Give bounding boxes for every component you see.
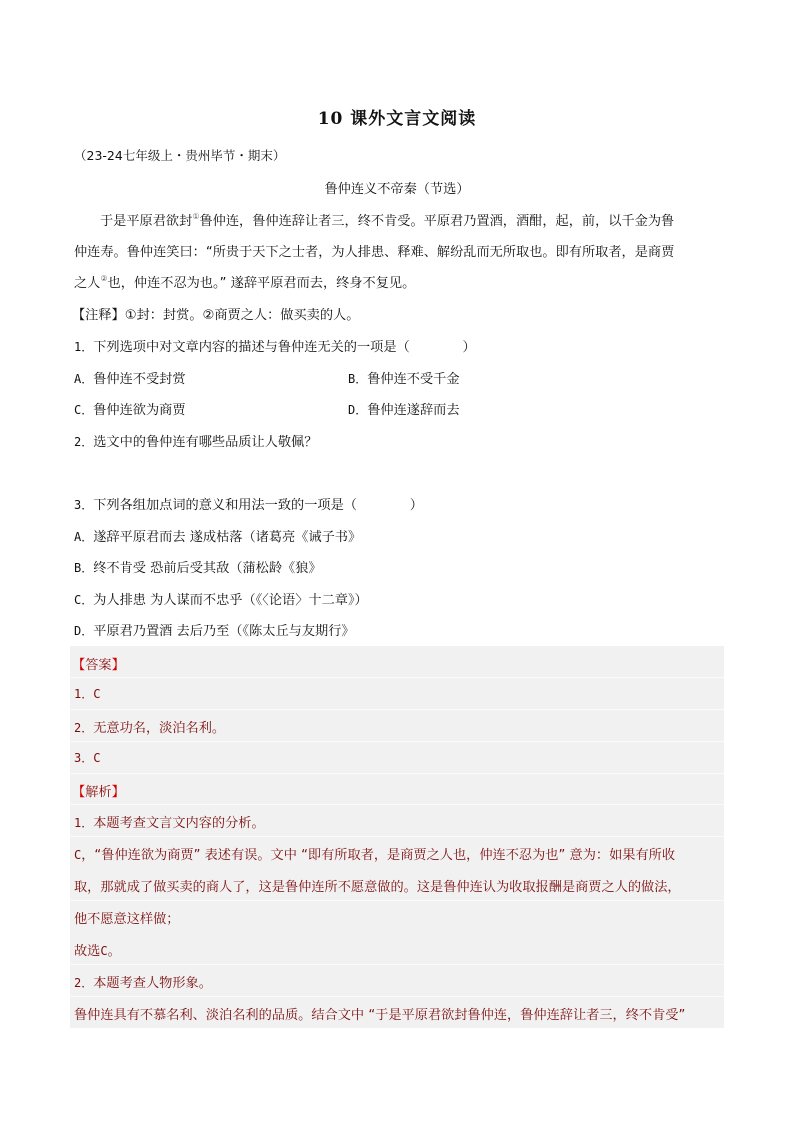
question-1-option-b	[348, 368, 460, 387]
analysis-text	[74, 844, 675, 863]
analysis-heading	[72, 781, 125, 800]
question-1	[74, 336, 476, 355]
analysis-value: 。	[107, 944, 121, 959]
question-number: 3．	[74, 498, 94, 512]
footnote-marker-1: ①	[192, 212, 200, 221]
question-3-option-c	[74, 589, 368, 608]
answer-value: C	[93, 751, 101, 765]
option-label: A．	[74, 372, 94, 386]
analysis-row-6	[70, 996, 724, 1028]
heading-label: 解析	[85, 785, 112, 800]
annotation-note: 【注释】①封：封赏。②商贾之人：做买卖的人。	[72, 308, 360, 323]
question-1-option-d	[348, 399, 460, 418]
answer-number: 2．	[74, 721, 94, 735]
analysis-value: 鲁仲连具有不慕名利、淡泊名利的品质。结合文中 “于是平原君欲封鲁仲连，鲁仲连辞让者三，终不肯受”	[74, 1008, 686, 1023]
option-text: 鲁仲连不受千金	[367, 372, 460, 387]
passage-line-3	[74, 272, 415, 291]
question-stem: 下列选项中对文章内容的描述与鲁仲连无关的一项是（ ）	[93, 340, 476, 355]
answer-row-1	[70, 677, 724, 710]
bracket-close: 】	[111, 785, 125, 800]
analysis-number: C	[74, 848, 82, 862]
answer-row-2	[70, 709, 724, 742]
option-text: 鲁仲连遂辞而去	[367, 403, 460, 418]
analysis-row-3	[70, 900, 724, 932]
option-label: D．	[74, 624, 94, 638]
answer-heading	[72, 654, 125, 673]
answer-row-3	[70, 741, 724, 774]
analysis-value: 本题考查文言文内容的分析。	[93, 816, 265, 831]
answer-number: 3．	[74, 751, 94, 765]
source-label: （23-24七年级上・贵州毕节・期末）	[74, 148, 286, 163]
option-label: A．	[74, 530, 94, 544]
answer-value: C	[93, 687, 101, 701]
passage-text: 也，仲连不忍为也。” 遂辞平原君而去，终身不复见。	[107, 276, 416, 291]
option-label: C．	[74, 593, 94, 607]
analysis-text	[74, 940, 121, 959]
question-stem: 下列各组加点词的意义和用法一致的一项是（ ）	[93, 498, 423, 513]
bracket-open: 【	[72, 785, 86, 800]
analysis-number: 2．	[74, 976, 94, 990]
answer-analysis-panel	[70, 646, 724, 1028]
option-text: 平原君乃置酒 去后乃至（《陈太丘与友期行》	[93, 624, 355, 639]
answer-value: 无意功名，淡泊名利。	[93, 721, 226, 736]
heading-label: 答案	[85, 658, 112, 673]
passage-text: 于是平原君欲封	[100, 214, 193, 229]
question-number: 2．	[74, 435, 94, 449]
passage-line-2: 仲连寿。鲁仲连笑曰：“所贵于天下之士者，为人排患、释难、解纷乱而无所取也。即有所取者，是商贾	[74, 245, 675, 260]
footnote-marker-2: ②	[100, 274, 108, 283]
passage-text: 之人	[74, 276, 101, 291]
analysis-number: 1．	[74, 816, 94, 830]
question-1-option-a	[74, 368, 186, 387]
analysis-text	[74, 972, 212, 991]
option-text: 遂辞平原君而去 遂成枯落（诸葛亮《诫子书》	[93, 530, 362, 545]
passage-title: 鲁仲连义不帝秦（节选）	[324, 182, 470, 197]
option-text: 鲁仲连欲为商贾	[93, 403, 186, 418]
bracket-close: 】	[111, 658, 125, 673]
analysis-value: ，“鲁仲连欲为商贾” 表述有误。文中 “即有所取者，是商贾之人也，仲连不忍为也” 意为：如果有所收	[81, 848, 676, 863]
question-3-option-d	[74, 620, 355, 639]
analysis-heading-row	[70, 773, 724, 805]
option-label: C．	[74, 403, 94, 417]
analysis-value: 故选	[74, 944, 101, 959]
option-text: 终不肯受 恐前后受其敌（蒲松龄《狼》	[93, 561, 322, 576]
answer-number: 1．	[74, 687, 94, 701]
passage-line-1	[74, 210, 674, 229]
analysis-value: 取，那就成了做买卖的商人了，这是鲁仲连所不愿意做的。这是鲁仲连认为收取报酬是商贾之人的做法，	[74, 880, 681, 895]
question-3-option-a	[74, 526, 361, 545]
option-label: B．	[348, 372, 368, 386]
option-label: B．	[74, 561, 94, 575]
question-2	[74, 431, 317, 450]
analysis-row-1	[70, 804, 724, 837]
analysis-value: C	[100, 944, 108, 958]
answer-heading-row	[70, 646, 724, 678]
passage-text: 鲁仲连，鲁仲连辞让者三，终不肯受。平原君乃置酒，酒酣，起，前，以千金为鲁	[199, 214, 675, 229]
analysis-row-2	[70, 836, 724, 901]
question-1-option-c	[74, 399, 186, 418]
page-title: 10 课外文言文阅读	[317, 109, 477, 129]
analysis-value: 本题考查人物形象。	[93, 976, 212, 991]
question-number: 1．	[74, 340, 94, 354]
answer-text	[74, 749, 100, 766]
analysis-text	[74, 812, 265, 831]
option-text: 为人排患 为人谋而不忠乎（《〈论语〉十二章》）	[93, 593, 368, 608]
question-3-option-b	[74, 557, 322, 576]
analysis-row-4	[70, 932, 724, 965]
answer-text	[74, 685, 100, 702]
analysis-row-5	[70, 964, 724, 997]
analysis-value: 他不愿意这样做；	[74, 912, 180, 927]
question-stem: 选文中的鲁仲连有哪些品质让人敬佩？	[93, 435, 318, 450]
option-label: D．	[348, 403, 368, 417]
question-3	[74, 494, 423, 513]
option-text: 鲁仲连不受封赏	[93, 372, 186, 387]
bracket-open: 【	[72, 658, 86, 673]
answer-text	[74, 717, 225, 736]
